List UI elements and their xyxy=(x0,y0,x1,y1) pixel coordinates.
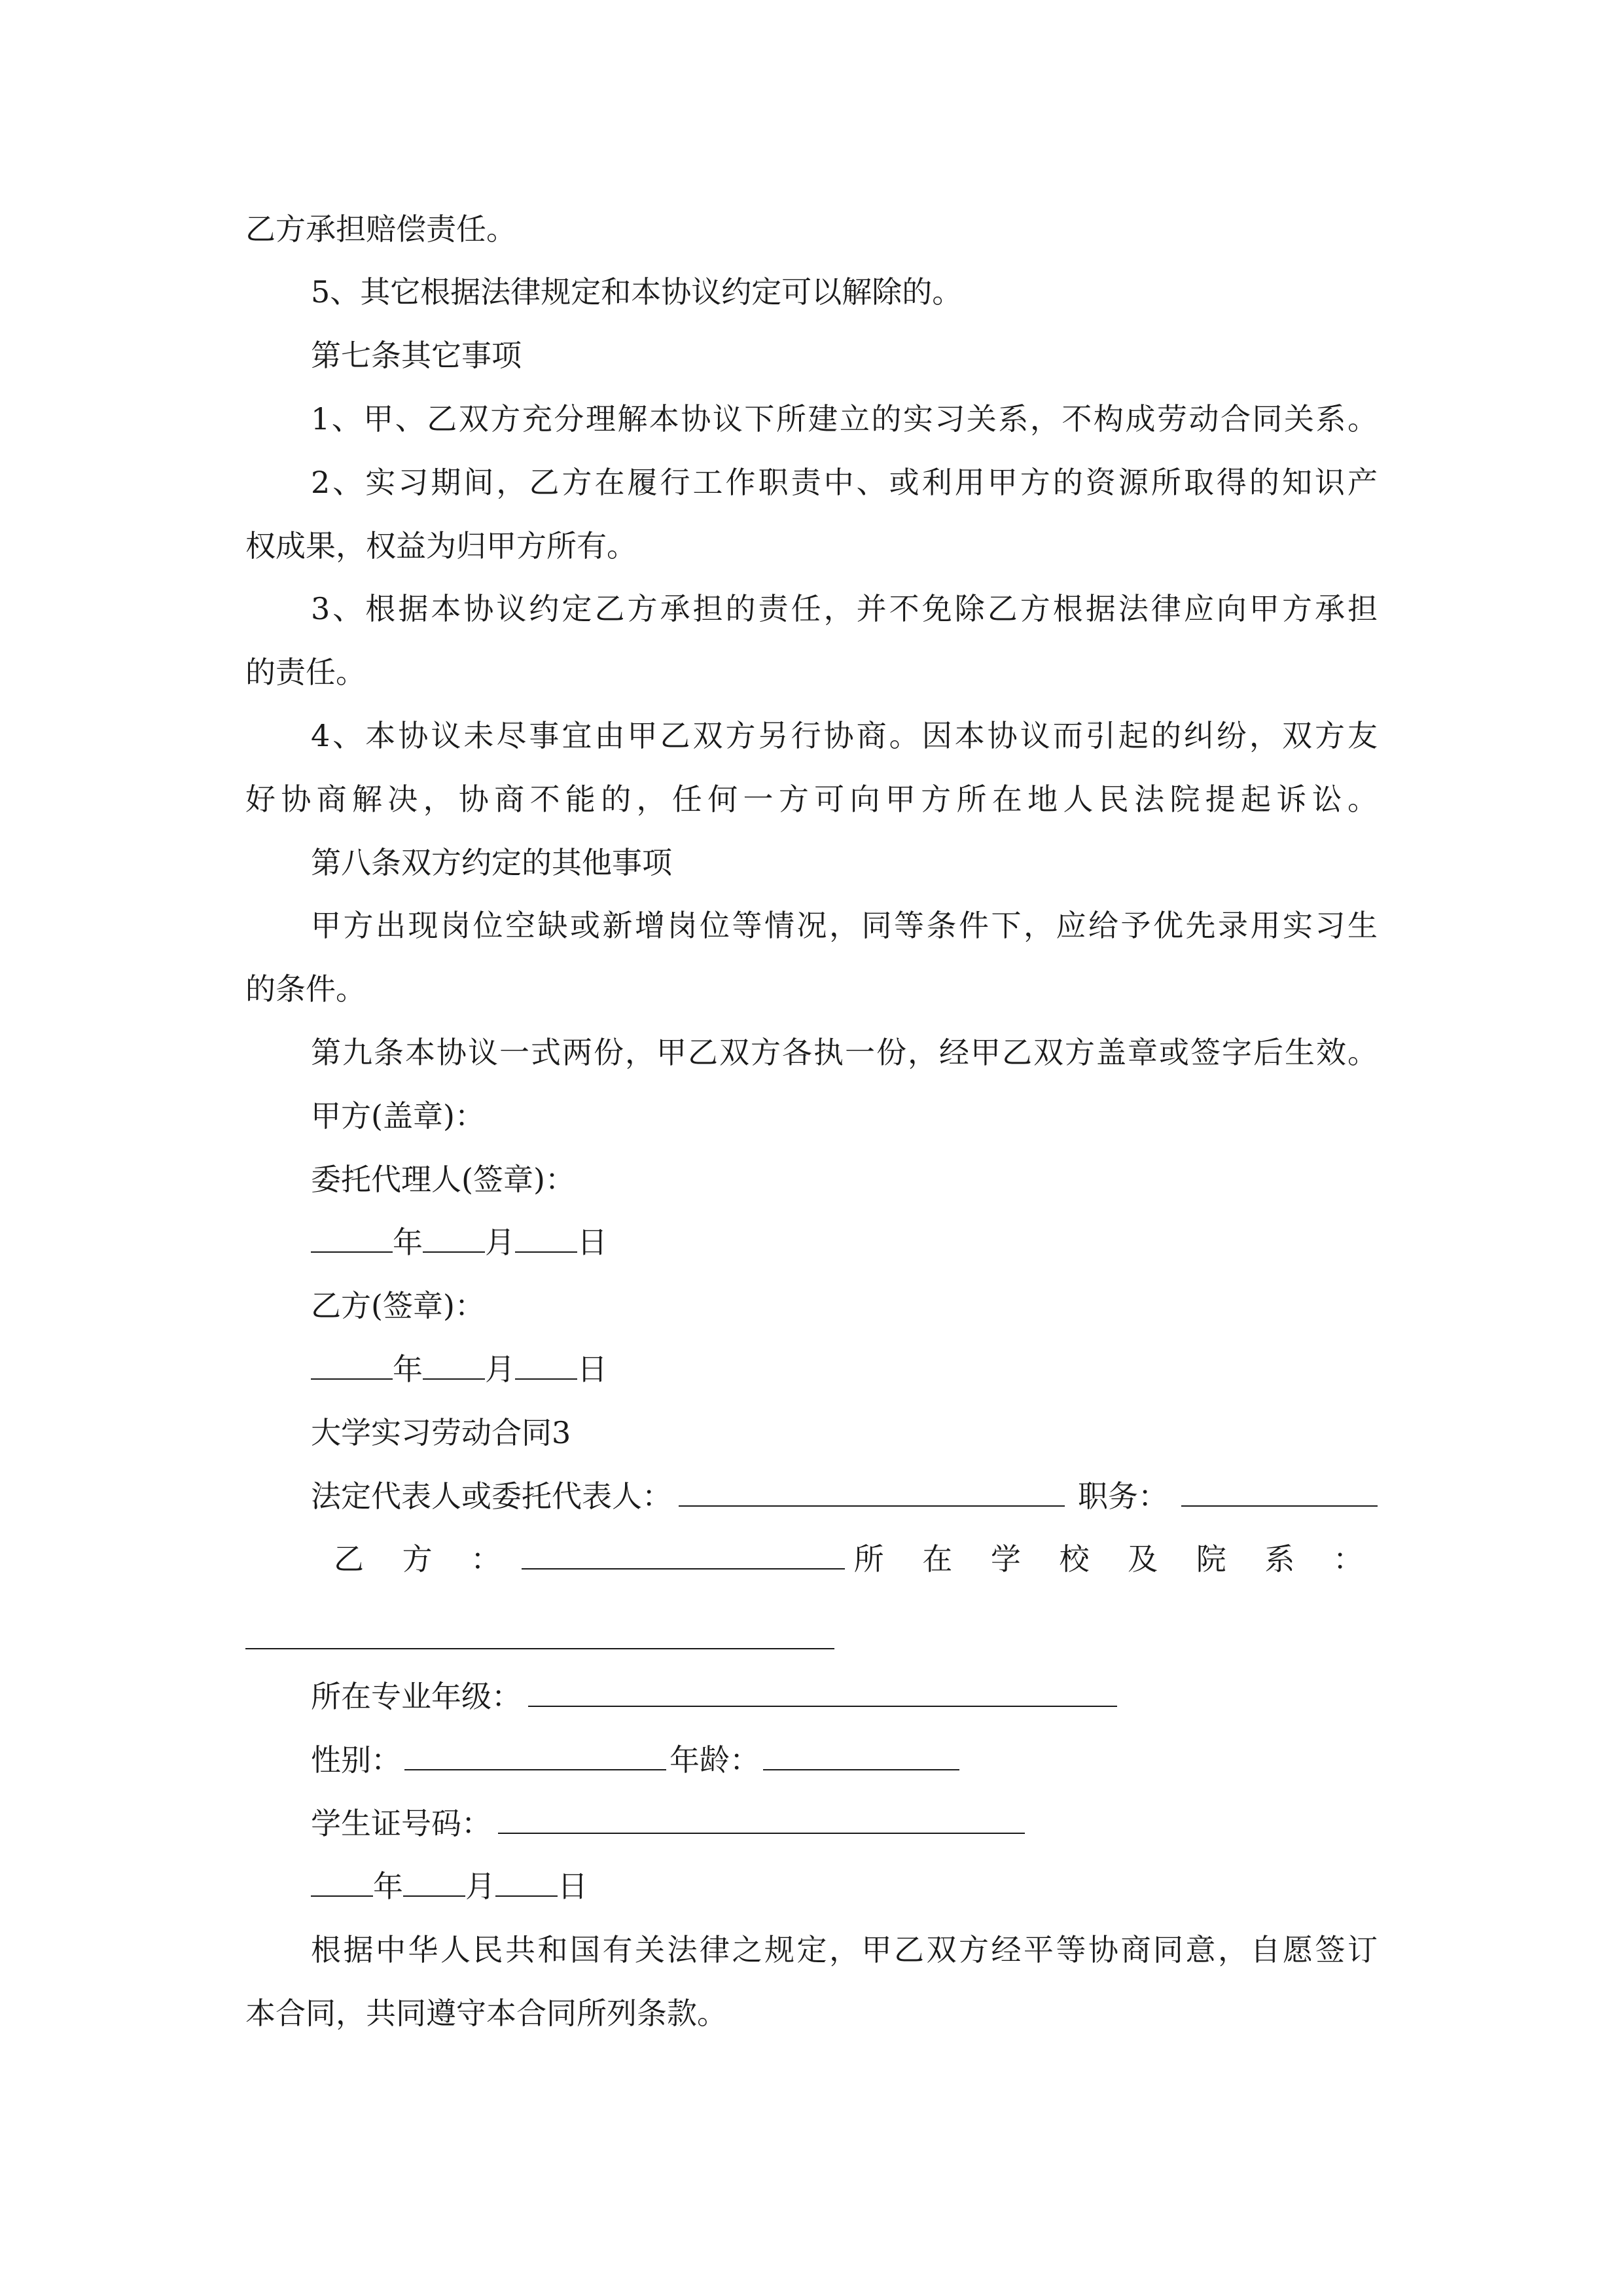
section-heading: 第七条其它事项 xyxy=(311,338,522,373)
text-line: 的责任。 xyxy=(245,655,366,690)
major-grade-label: 所在专业年级： xyxy=(311,1679,522,1714)
student-id-row xyxy=(311,1804,1025,1843)
party-b-blank xyxy=(522,1539,844,1570)
year-blank xyxy=(311,1867,373,1897)
text-line: 1、甲、乙双方充分理解本协议下所建立的实习关系，不构成劳动合同关系。 xyxy=(311,401,1378,437)
text-line: 本合同，共同遵守本合同所列条款。 xyxy=(245,1996,727,2031)
day-label: 日 xyxy=(558,1869,588,1904)
representative-label: 法定代表人或委托代表人： xyxy=(311,1479,672,1514)
year-label: 年 xyxy=(393,1352,423,1387)
text-line: 2、实习期间，乙方在履行工作职责中、或利用甲方的资源所取得的知识产 xyxy=(311,465,1378,500)
major-grade-row xyxy=(311,1677,1117,1716)
month-label: 月 xyxy=(485,1352,515,1387)
text-line: 4、本协议未尽事宜由甲乙双方另行协商。因本协议而引起的纠纷，双方友 xyxy=(311,718,1378,753)
agent-signature-label: 委托代理人(签章)： xyxy=(311,1162,575,1197)
month-label: 月 xyxy=(465,1869,495,1904)
day-blank xyxy=(515,1223,577,1253)
date-line xyxy=(311,1223,607,1262)
date-line xyxy=(311,1867,588,1906)
representative-row xyxy=(311,1477,1378,1516)
date-line xyxy=(311,1350,607,1389)
month-blank xyxy=(403,1867,465,1897)
year-blank xyxy=(311,1350,393,1380)
major-grade-blank xyxy=(528,1677,1117,1707)
month-blank xyxy=(423,1223,485,1253)
section-heading: 第八条双方约定的其他事项 xyxy=(311,845,672,880)
text-line: 的条件。 xyxy=(245,971,366,1007)
school-blank xyxy=(245,1648,834,1649)
party-a-seal-label: 甲方(盖章)： xyxy=(311,1098,485,1134)
gender-blank xyxy=(404,1740,666,1770)
day-blank xyxy=(515,1350,577,1380)
year-blank xyxy=(311,1223,393,1253)
month-label: 月 xyxy=(485,1225,515,1260)
text-line: 乙方承担赔偿责任。 xyxy=(245,211,516,247)
school-label: 所 在 学 校 及 院 系 ： xyxy=(853,1541,1378,1577)
text-line: 3、根据本协议约定乙方承担的责任，并不免除乙方根据法律应向甲方承担 xyxy=(311,591,1378,626)
text-line: 5、其它根据法律规定和本协议约定可以解除的。 xyxy=(311,274,963,310)
day-label: 日 xyxy=(577,1225,607,1260)
gender-label: 性别： xyxy=(311,1742,401,1778)
day-blank xyxy=(495,1867,558,1897)
gender-age-row xyxy=(311,1740,959,1780)
party-b-signature-label: 乙方(签章)： xyxy=(311,1288,485,1323)
party-b-row xyxy=(311,1539,1378,1579)
year-label: 年 xyxy=(373,1869,403,1904)
student-id-blank xyxy=(498,1804,1025,1834)
day-label: 日 xyxy=(577,1352,607,1387)
text-line: 第九条本协议一式两份，甲乙双方各执一份，经甲乙双方盖章或签字后生效。 xyxy=(311,1035,1378,1070)
contract-title: 大学实习劳动合同3 xyxy=(311,1415,571,1450)
text-line: 权成果，权益为归甲方所有。 xyxy=(245,528,637,564)
student-id-label: 学生证号码： xyxy=(311,1806,491,1841)
position-label: 职务： xyxy=(1078,1479,1168,1514)
text-line: 甲方出现岗位空缺或新增岗位等情况，同等条件下，应给予优先录用实习生 xyxy=(311,908,1378,943)
position-blank xyxy=(1181,1477,1378,1507)
text-line: 好协商解决，协商不能的，任何一方可向甲方所在地人民法院提起诉讼。 xyxy=(245,781,1378,817)
age-blank xyxy=(763,1740,959,1770)
year-label: 年 xyxy=(393,1225,423,1260)
age-label: 年龄： xyxy=(669,1742,760,1778)
party-b-label: 乙 方 ： xyxy=(334,1541,516,1577)
representative-blank xyxy=(679,1477,1065,1507)
text-line: 根据中华人民共和国有关法律之规定，甲乙双方经平等协商同意，自愿签订 xyxy=(311,1932,1378,1967)
month-blank xyxy=(423,1350,485,1380)
